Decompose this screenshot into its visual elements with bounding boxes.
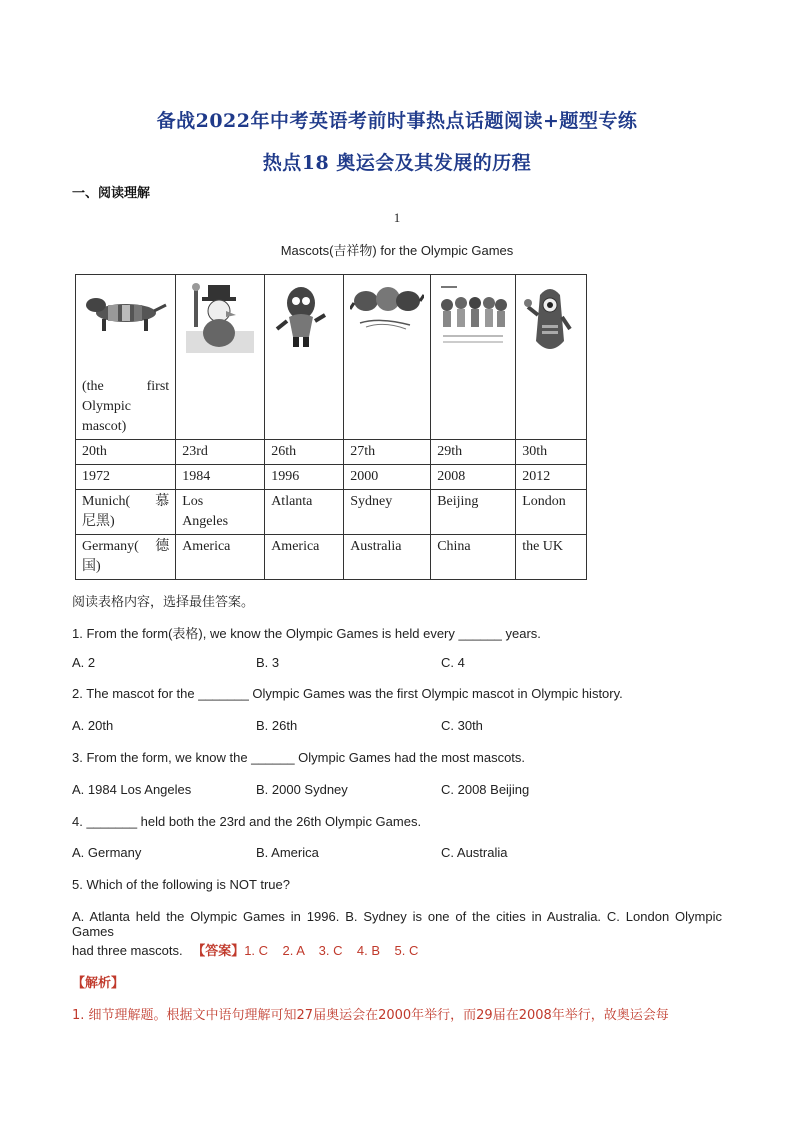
table-cell-text: Munich( (82, 494, 131, 509)
table-cell-text: Germany( (82, 539, 139, 554)
table-cell: Australia (344, 535, 431, 580)
table-cell: the UK (516, 535, 587, 580)
question-1-option-b: B. 3 (256, 655, 280, 670)
table-cell: 20th (76, 440, 176, 465)
question-5-options-cont: had three mascots. (72, 943, 183, 958)
question-4-option-b: B. America (256, 845, 319, 860)
question-2-option-b: B. 26th (256, 718, 298, 733)
table-cell (344, 275, 431, 440)
table-cell-text: 国) (82, 559, 101, 574)
table-cell: 2012 (516, 465, 587, 490)
table-cell: 1984 (176, 465, 265, 490)
question-1-option-a: A. 2 (72, 655, 96, 670)
table-cell: Sydney (344, 490, 431, 535)
question-3-option-b: B. 2000 Sydney (256, 782, 348, 797)
table-cell (76, 535, 176, 580)
table-cell: 1972 (76, 465, 176, 490)
analysis-label: 【解析】 (72, 976, 125, 991)
passage-number: 1 (393, 210, 401, 225)
table-cell (516, 275, 587, 440)
table-cell: 1996 (265, 465, 344, 490)
table-cell: 26th (265, 440, 344, 465)
table-cell (76, 490, 176, 535)
fuwa-mascot-icon (437, 281, 509, 351)
question-2-stem: 2. The mascot for the _______ Olympic Games was the first Olympic mascot in Olympic history. (72, 686, 623, 701)
answer-values: 1. C 2. A 3. C 4. B 5. C (244, 943, 419, 958)
table-cell-text: (the (82, 379, 104, 394)
question-2-option-c: C. 30th (441, 718, 483, 733)
table-row (76, 490, 587, 535)
table-cell: America (265, 535, 344, 580)
table-cell (265, 275, 344, 440)
table-cell: America (176, 535, 265, 580)
question-3-option-a: A. 1984 Los Angeles (72, 782, 192, 797)
question-1-option-c: C. 4 (441, 655, 465, 670)
table-cell-text: 德 (155, 539, 170, 554)
table-cell (76, 275, 176, 440)
dachshund-mascot-icon (82, 281, 168, 341)
table-cell (176, 490, 265, 535)
table-cell-text: Olympic (82, 399, 131, 414)
question-3-option-c: C. 2008 Beijing (441, 782, 530, 797)
izzy-mascot-icon (271, 281, 331, 351)
table-cell: 27th (344, 440, 431, 465)
question-3-stem: 3. From the form, we know the ______ Olympic Games had the most mascots. (72, 750, 526, 765)
question-4-stem: 4. _______ held both the 23rd and the 26th Olympic Games. (72, 814, 422, 829)
table-cell-text: Los (182, 494, 204, 509)
question-4-option-a: A. Germany (72, 845, 142, 860)
answer-label: 【答案】 (192, 944, 245, 959)
three-animals-mascot-icon (350, 281, 424, 333)
table-cell-text: Angeles (182, 514, 229, 529)
table-cell-text: 尼黑) (82, 514, 115, 529)
table-cell: Beijing (431, 490, 516, 535)
table-cell (431, 275, 516, 440)
wenlock-mascot-icon (522, 281, 578, 361)
passage-title: Mascots(吉祥物) for the Olympic Games (280, 243, 514, 258)
table-cell: 2000 (344, 465, 431, 490)
table-cell (176, 275, 265, 440)
table-row (76, 535, 587, 580)
analysis-text: 1. 细节理解题。根据文中语句理解可知27届奥运会在2000年举行，而29届在2008年举行，故奥运会每 (72, 1008, 669, 1023)
table-cell-text: 慕 (155, 494, 170, 509)
table-row (76, 465, 587, 490)
eagle-mascot-icon (182, 281, 258, 357)
question-4-option-c: C. Australia (441, 845, 508, 860)
table-cell: 30th (516, 440, 587, 465)
table-row (76, 440, 587, 465)
table-cell: 23rd (176, 440, 265, 465)
table-cell: London (516, 490, 587, 535)
question-5-stem: 5. Which of the following is NOT true? (72, 877, 290, 892)
table-cell: 29th (431, 440, 516, 465)
table-cell-text: mascot) (82, 419, 127, 434)
table-cell-text: first (146, 379, 170, 394)
table-cell: 2008 (431, 465, 516, 490)
table-row (76, 275, 587, 440)
page-title: 备战2022年中考英语考前时事热点话题阅读+题型专练 (156, 110, 638, 132)
question-5-options: A. Atlanta held the Olympic Games in 1996. B. Sydney is one of the cities in Australia. C. London Olympic Games (72, 909, 722, 939)
section-heading: 一、阅读理解 (72, 186, 151, 201)
page-subtitle: 热点18 奥运会及其发展的历程 (262, 152, 532, 174)
instruction: 阅读表格内容，选择最佳答案。 (72, 594, 255, 609)
table-cell: Atlanta (265, 490, 344, 535)
answer-line (72, 940, 418, 959)
question-2-option-a: A. 20th (72, 718, 114, 733)
table-cell: China (431, 535, 516, 580)
mascot-table (75, 274, 587, 580)
question-1-stem: 1. From the form(表格), we know the Olympic Games is held every ______ years. (72, 626, 541, 641)
